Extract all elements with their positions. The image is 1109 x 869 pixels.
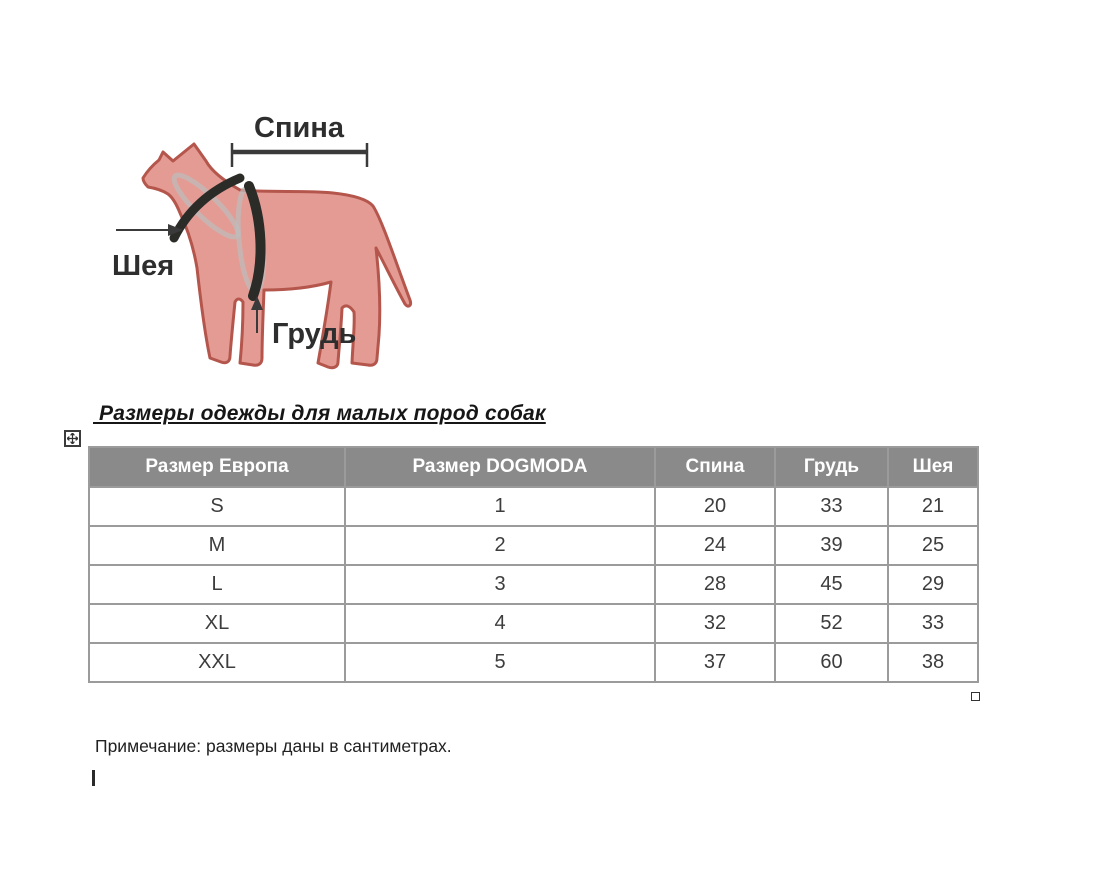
table-cell[interactable]: 25 [888, 526, 978, 565]
table-move-handle[interactable] [64, 430, 81, 447]
units-note[interactable]: Примечание: размеры даны в сантиметрах. [95, 736, 452, 756]
table-cell[interactable]: 29 [888, 565, 978, 604]
table-cell[interactable]: 60 [775, 643, 888, 682]
table-row [89, 526, 978, 565]
table-cell[interactable]: S [89, 487, 345, 526]
column-header-chest[interactable]: Грудь [775, 447, 888, 487]
table-cell[interactable]: 24 [655, 526, 775, 565]
table-cell[interactable]: 39 [775, 526, 888, 565]
table-cell[interactable]: 21 [888, 487, 978, 526]
table-cell[interactable]: 20 [655, 487, 775, 526]
size-chart-title[interactable]: Размеры одежды для малых пород собак [93, 402, 546, 425]
table-resize-handle[interactable] [971, 692, 980, 701]
text-cursor [92, 770, 95, 786]
table-cell[interactable]: 45 [775, 565, 888, 604]
neck-label: Шея [112, 250, 175, 282]
table-row [89, 565, 978, 604]
table-body [89, 487, 978, 682]
table-cell[interactable]: 5 [345, 643, 655, 682]
table-cell[interactable]: 1 [345, 487, 655, 526]
table-cell[interactable]: XXL [89, 643, 345, 682]
header-row [89, 447, 978, 487]
table-cell[interactable]: XL [89, 604, 345, 643]
column-header-back[interactable]: Спина [655, 447, 775, 487]
table-cell[interactable]: 33 [888, 604, 978, 643]
table-cell[interactable]: 33 [775, 487, 888, 526]
table-cell[interactable]: 38 [888, 643, 978, 682]
table-cell[interactable]: 52 [775, 604, 888, 643]
table-row [89, 643, 978, 682]
table-cell[interactable]: L [89, 565, 345, 604]
column-header-size-dogmoda[interactable]: Размер DOGMODA [345, 447, 655, 487]
move-icon [67, 433, 78, 444]
table-cell[interactable]: 28 [655, 565, 775, 604]
table-row [89, 487, 978, 526]
table-cell[interactable]: 2 [345, 526, 655, 565]
column-header-size-europe[interactable]: Размер Европа [89, 447, 345, 487]
size-table [88, 446, 979, 683]
table-cell[interactable]: 3 [345, 565, 655, 604]
chest-label: Грудь [272, 318, 357, 350]
table-cell[interactable]: 32 [655, 604, 775, 643]
back-label: Спина [254, 112, 344, 144]
table-cell[interactable]: 37 [655, 643, 775, 682]
table-cell[interactable]: M [89, 526, 345, 565]
table-row [89, 604, 978, 643]
column-header-neck[interactable]: Шея [888, 447, 978, 487]
dog-measurement-diagram[interactable] [90, 100, 430, 390]
table-cell[interactable]: 4 [345, 604, 655, 643]
